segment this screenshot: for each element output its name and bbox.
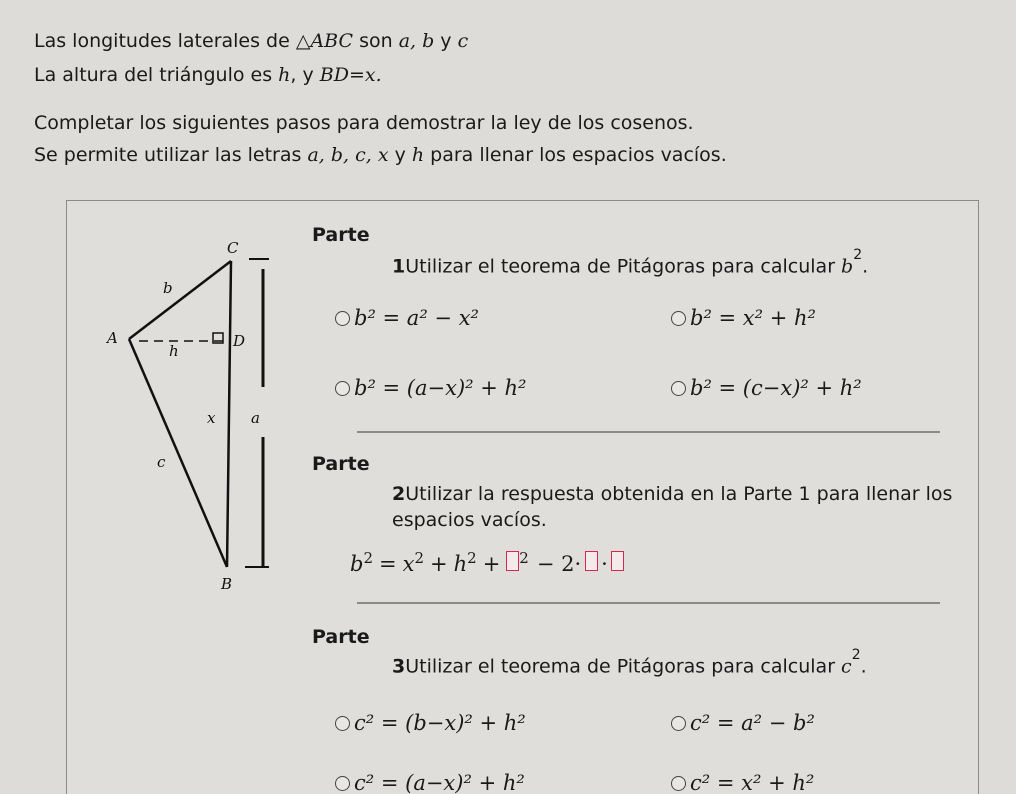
eq-term-x: x [402, 552, 415, 576]
part3-title: Parte [312, 626, 370, 648]
answer-box-1[interactable] [506, 551, 519, 571]
part3-option-4[interactable] [671, 771, 814, 794]
part1-target: b [841, 255, 854, 278]
side-variables: a, b [398, 30, 435, 52]
part2-title: Parte [312, 453, 370, 475]
radio-button[interactable] [671, 716, 686, 731]
height-label: h [169, 342, 179, 360]
radio-button[interactable] [671, 776, 686, 791]
part3-option-1[interactable] [335, 711, 526, 735]
minus-two-times: − 2· [536, 552, 582, 576]
option-formula: c² = a² − b² [690, 711, 815, 735]
radio-button[interactable] [335, 381, 350, 396]
part3-instruction: 3Utilizar el teorema de Pitágoras para calcular $c^2$. [392, 647, 867, 678]
side-b-line [129, 261, 231, 339]
part1-title: Parte [312, 224, 370, 246]
intro-text: son [353, 30, 399, 52]
eq-lhs: b [350, 552, 364, 576]
height-variable: h [278, 64, 291, 86]
intro-text: Se permite utilizar las letras [34, 144, 308, 166]
part3-option-2[interactable] [671, 711, 815, 735]
radio-button[interactable] [335, 716, 350, 731]
part1-instruction: 1Utilizar el teorema de Pitágoras para calcular $b^2$. [392, 247, 869, 278]
part1-option-2[interactable] [671, 306, 816, 330]
radio-button[interactable] [671, 311, 686, 326]
side-c-line [129, 339, 227, 567]
intro-text: La altura del triángulo es [34, 64, 279, 86]
intro-line-1 [34, 30, 468, 52]
intro-text: y [434, 30, 458, 52]
bd-equation: BD=x. [319, 64, 382, 86]
option-formula: b² = (a−x)² + h² [354, 376, 527, 400]
option-formula: c² = (a−x)² + h² [354, 771, 525, 794]
multiply-dot: · [601, 552, 608, 576]
part3-target: c [841, 655, 852, 678]
intro-line-4 [34, 144, 727, 166]
part2-instruction-text: Utilizar la respuesta obtenida en la Parte 1 para llenar los [405, 483, 953, 505]
part1-option-1[interactable] [335, 306, 479, 330]
part3-instruction-text: Utilizar el teorema de Pitágoras para calcular [405, 655, 842, 678]
vertex-c-label: C [227, 239, 239, 257]
vertex-a-label: A [107, 329, 118, 347]
answer-box-2[interactable] [585, 551, 598, 571]
vertex-b-label: B [221, 575, 233, 593]
part1-option-4[interactable] [671, 376, 862, 400]
option-formula: b² = (c−x)² + h² [690, 376, 862, 400]
part2-instruction-line2: espacios vacíos. [392, 509, 547, 531]
side-b-label: b [163, 279, 173, 297]
option-formula: c² = x² + h² [690, 771, 815, 794]
option-formula: b² = a² − x² [354, 306, 479, 330]
problem-panel [66, 200, 979, 794]
radio-button[interactable] [335, 776, 350, 791]
part1-number: 1 [392, 255, 406, 278]
part3-option-3[interactable] [335, 771, 525, 794]
intro-text: para llenar los espacios vacíos. [424, 144, 727, 166]
side-a-label: a [251, 409, 260, 427]
part1-instruction-text: Utilizar el teorema de Pitágoras para calcular [405, 255, 842, 278]
triangle-diagram [67, 201, 297, 601]
eq-term-h: h [453, 552, 468, 576]
plus-sign: + [482, 552, 501, 576]
part2-number: 2 [392, 483, 406, 505]
radio-button[interactable] [671, 381, 686, 396]
side-c-label: c [157, 453, 166, 471]
intro-text: Las longitudes laterales de [34, 30, 296, 52]
intro-line-3: Completar los siguientes pasos para demostrar la ley de los cosenos. [34, 112, 694, 134]
option-formula: b² = x² + h² [690, 306, 816, 330]
side-a-line [227, 261, 231, 567]
part1-option-3[interactable] [335, 376, 526, 400]
part2-equation: b $^2$ = x $^2$ + h $^2$ + $^2$ − 2· · [350, 551, 624, 576]
part2-instruction-line1 [392, 483, 952, 505]
x-label: x [207, 409, 216, 427]
letter-list: a, b, c, x [307, 144, 389, 166]
part3-number: 3 [392, 655, 406, 678]
triangle-name: △ABC [295, 30, 354, 52]
option-formula: c² = (b−x)² + h² [354, 711, 526, 735]
side-variable-c: c [457, 30, 469, 52]
section-divider [357, 602, 940, 604]
point-d-label: D [233, 332, 246, 350]
answer-box-3[interactable] [611, 551, 624, 571]
intro-line-2 [34, 64, 382, 86]
section-divider [357, 431, 940, 433]
plus-sign: + [430, 552, 448, 576]
letter-h: h [411, 144, 425, 166]
intro-text: y [388, 144, 412, 166]
eq-sign: = [379, 552, 397, 576]
intro-text: , y [290, 64, 320, 86]
radio-button[interactable] [335, 311, 350, 326]
